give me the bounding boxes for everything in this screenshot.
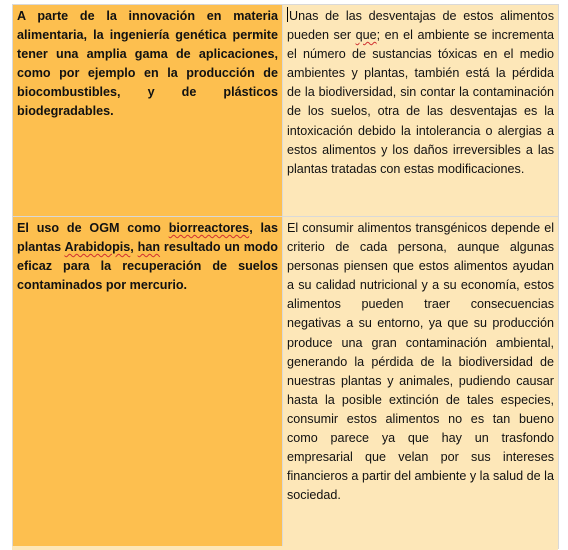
document-table — [12, 4, 559, 549]
row-1-left-text: A parte de la innovación en materia alimentaria, la ingeniería genética permite tener una amplia gama de aplicaciones, como por ejemplo en la producción de biocombustibles, y de plásticos biodegradables. — [17, 9, 278, 119]
spelling-flag[interactable]: biorreactores — [168, 221, 250, 235]
table-row — [13, 5, 559, 217]
row-2-left-cell[interactable] — [13, 217, 283, 549]
spelling-flag[interactable]: han — [137, 240, 161, 255]
row-2-right-cell[interactable] — [283, 217, 559, 549]
row-1-right-cell[interactable] — [283, 5, 559, 217]
table-row — [13, 217, 559, 549]
row-1-right-text-end: ; en el ambiente se incrementa el número de sustancias tóxicas en el medio ambientes y plantas, también está la pérdida de la biodiversidad, sin contar la contaminación de los suelos, otra de las desventajas es la intoxicación debido la intolerancia o alergias a estos alimentos y los daños irreversibles a las plantas tratadas con estas modificaciones. — [287, 28, 554, 176]
row-1-right-text-start: Unas de las desventajas de estos alimentos pueden ser — [287, 9, 554, 43]
row-1-left-cell[interactable] — [13, 5, 283, 217]
row-2-left-text-2: , las plantas — [17, 221, 278, 255]
row-2-left-text-3: , — [130, 240, 138, 255]
text-cursor — [287, 7, 288, 22]
row-2-left-text-1: El uso de OGM como — [17, 221, 169, 235]
spelling-flag[interactable]: que — [355, 28, 377, 43]
next-row-edge — [12, 546, 558, 550]
row-2-right-text: El consumir alimentos transgénicos depende el criterio de cada persona, aunque algunas personas piensen que estos alimentos ayudan a su calidad nutricional y a su economía, estos alimentos pueden traer consecuencias negativas a su entorno, ya que su producción produce una gran contaminación ambiental, generando la pérdida de la biodiversidad de nuestras plantas y animales, pudiendo causar hasta la posible extinción de tales especies, consumir estos alimentos no es tan bueno como parece ya que hay un trasfondo empresarial que velan por sus intereses financieros a partir del ambiente y la salud de la sociedad. — [287, 221, 554, 503]
row-2-left-text-4: resultado un modo eficaz para la recuperación de suelos contaminados por mercurio. — [17, 240, 279, 293]
spelling-flag[interactable]: Arabidopis — [64, 240, 131, 255]
